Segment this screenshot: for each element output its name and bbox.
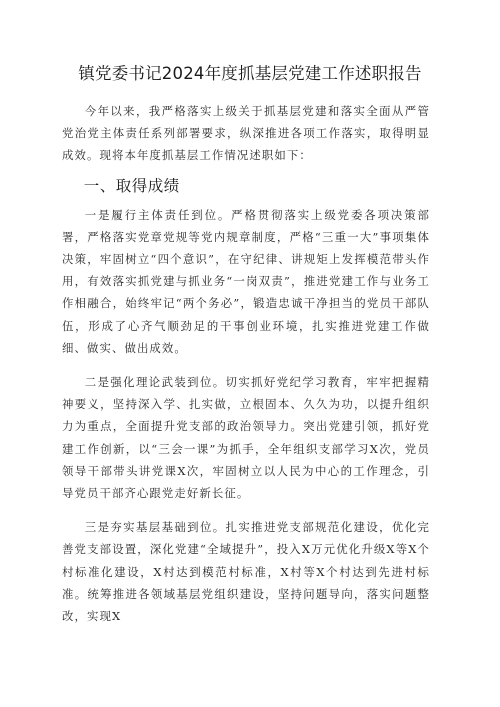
- body-paragraph-1: 一是履行主体责任到位。严格贯彻落实上级党委各项决策部署，严格落实党章党规等党内规章制度，严格“三重一大”事项集体决策，牢固树立“四个意识”，在守纪律、讲规矩上发挥模范带头作用，有效落实抓党建与抓业务“一岗双责”，推进党建工作与业务工作相融合，始终牢记“两个务必”，锻造忠诚干净担当的党员干部队伍，形成了心齐气顺劲足的干事创业环境，扎实推进党建工作做细、做实、做出成效。: [62, 207, 430, 355]
- body-paragraph-3: 三是夯实基层基础到位。扎实推进党支部规范化建设，优化完善党支部设置，深化党建“全域提升”，投入X万元优化升级X等X个村标准化建设，X村达到模范村标准，X村等X个村达到先进村标准。统筹推进各领域基层党组织建设，坚持问题导向，落实问题整改，实现X: [62, 520, 430, 624]
- section-heading: 一、取得成绩: [83, 176, 180, 195]
- document-title: 镇党委书记2024年度抓基层党建工作述职报告: [78, 64, 422, 83]
- intro-paragraph: 今年以来，我严格落实上级关于抓基层党建和落实全面从严管党治党主体责任系列部署要求，纵深推进各项工作落实，取得明显成效。现将本年度抓基层工作情况述职如下：: [62, 104, 430, 163]
- body-paragraph-2: 二是强化理论武装到位。切实抓好党纪学习教育，牢牢把握精神要义，坚持深入学、扎实做，立根固本、久久为功，以提升组织力为重点，全面提升党支部的政治领导力。突出党建引领，抓好党建工作创新，以“三会一课”为抓手，全年组织支部学习X次，党员领导干部带头讲党课X次，牢固树立以人民为中心的工作理念，引导党员干部齐心跟党走好新长征。: [62, 375, 430, 501]
